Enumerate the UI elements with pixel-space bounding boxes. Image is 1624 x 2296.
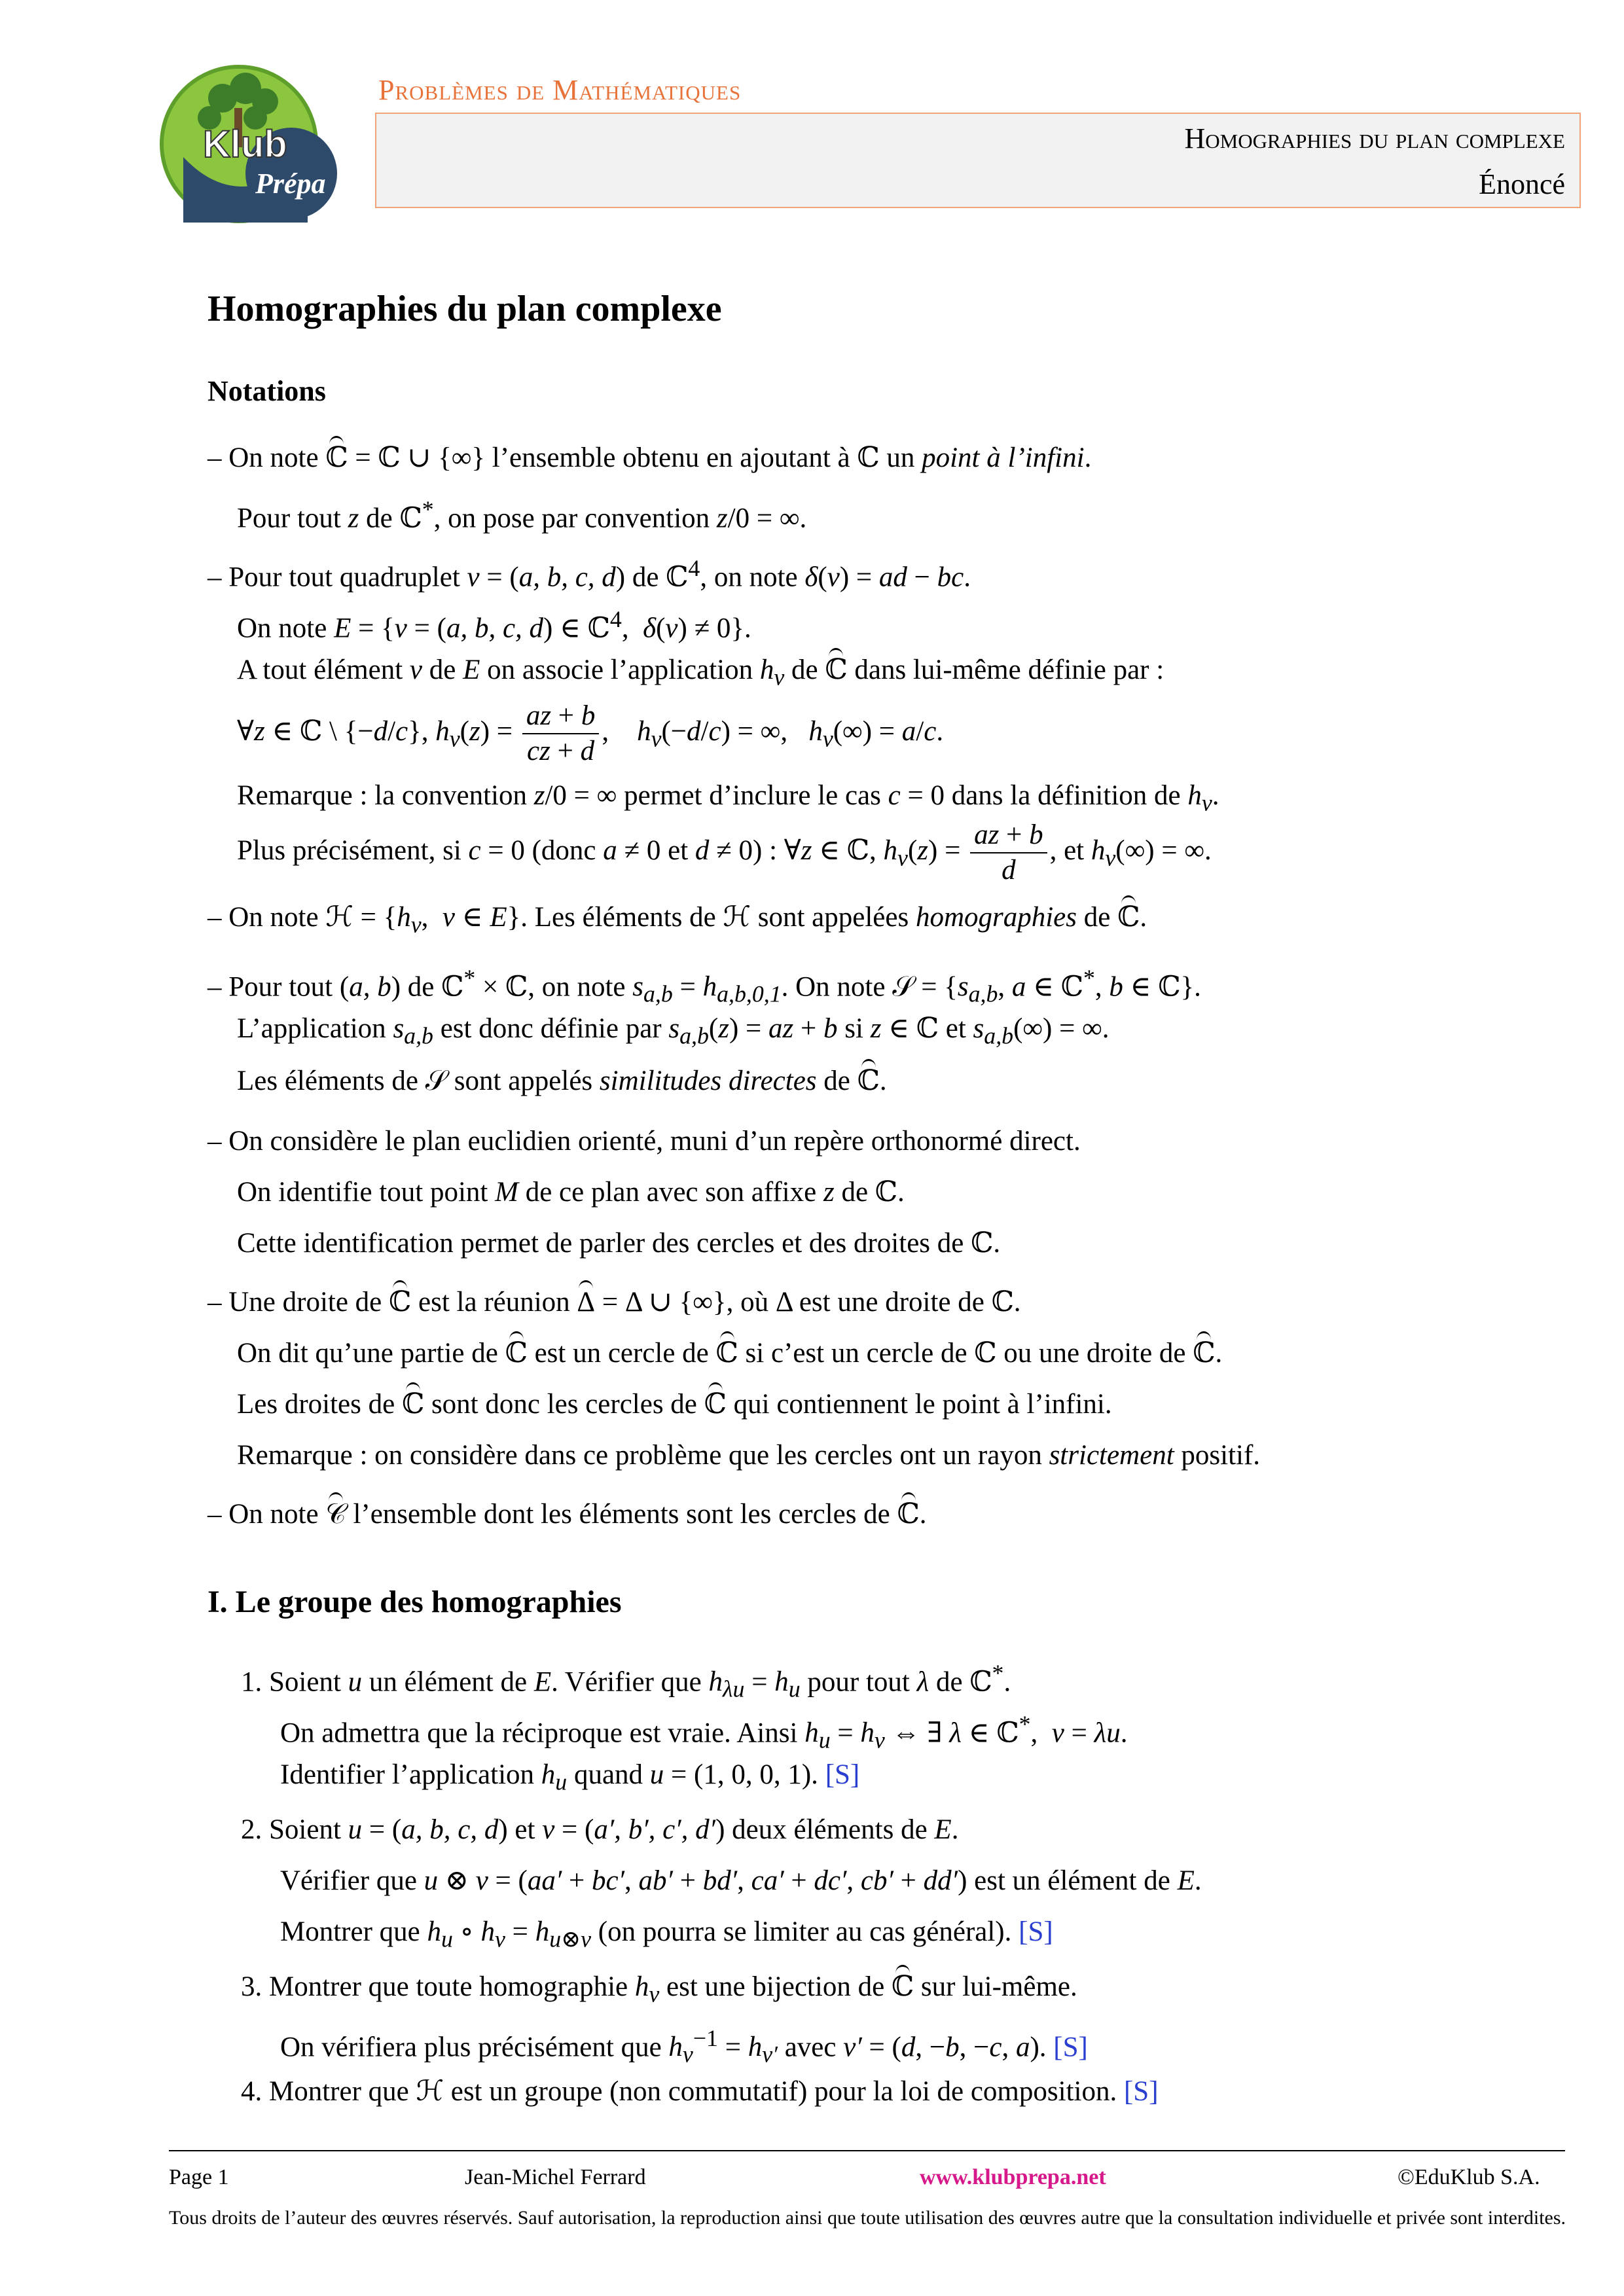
- notation-line: On dit qu’une partie de ℂ est un cercle de ℂ si c’est un cercle de ℂ ou une droite de ℂ.: [237, 1335, 1222, 1372]
- logo-klub: Klub: [203, 123, 287, 166]
- page-title: Homographies du plan complexe: [208, 289, 722, 329]
- footer-url[interactable]: www.klubprepa.net: [920, 2165, 1106, 2189]
- series-title: Problèmes de Mathématiques: [378, 74, 742, 106]
- notation-formula: ∀z ∈ ℂ \ {−d/c}, $h_v(z)$ = $\frac{az + b}{cz + d}$ , $h_v(-d/c)$ = ∞, $h_v(\infty) = a/c$.: [237, 700, 944, 766]
- question-2-line: Montrer que $h_u$ ∘ $h_v = h_{u\otimes v}$ (on pourra se limiter au cas général). [S]: [280, 1916, 1053, 1952]
- question-1: 1. Soient u un élément de E. Vérifier que $h_{\lambda u} = h_u$ pour tout λ de ℂ*.: [241, 1660, 1011, 1702]
- solution-link[interactable]: [S]: [825, 1759, 860, 1790]
- klubprepa-logo: [157, 59, 357, 226]
- notation-line: Les éléments de 𝒮 sont appelés similitudes directes de ℂ.: [237, 1063, 887, 1100]
- notations-heading: Notations: [208, 375, 326, 407]
- notation-line: – Pour tout (a, b) de ℂ* × ℂ, on note $s_{a,b} = h_{a,b,0,1}$. On note 𝒮 = {$s_{a,b}$, a ∈ ℂ*, b ∈ ℂ}.: [208, 965, 1201, 1007]
- notation-line: – On note 𝒞 l’ensemble dont les éléments sont les cercles de ℂ.: [208, 1496, 927, 1533]
- notation-line: – On note ℋ = {$h_v$, v ∈ E}. Les éléments de ℋ sont appelées homographies de ℂ.: [208, 899, 1147, 943]
- notation-line: – On note ℂ = ℂ ∪ {∞} l’ensemble obtenu en ajoutant à ℂ un point à l’infini.: [208, 440, 1091, 476]
- notation-line: Remarque : on considère dans ce problème que les cercles ont un rayon strictement positif.: [237, 1440, 1261, 1471]
- footer-copyright: ©EduKlub S.A.: [1398, 2165, 1540, 2189]
- header-subtitle: Énoncé: [1479, 168, 1565, 200]
- question-4: 4. Montrer que ℋ est un groupe (non commutatif) pour la loi de composition. [S]: [241, 2076, 1159, 2107]
- notation-line: L’application $s_{a,b}$ est donc définie par $s_{a,b}(z)$ = az + b si z ∈ ℂ et $s_{a,b}(\infty)$ = ∞.: [237, 1013, 1110, 1049]
- question-2: 2. Soient u = (a, b, c, d) et v = (a′, b′, c′, d′) deux éléments de E.: [241, 1814, 959, 1845]
- footer-page: Page 1: [169, 2165, 229, 2189]
- logo-prepa: Prépa: [255, 168, 326, 200]
- section1-heading: I. Le groupe des homographies: [208, 1585, 622, 1619]
- footer-notice: Tous droits de l’auteur des œuvres réservés. Sauf autorisation, la reproduction ainsi que toute utilisation des œuvres autre que la consultation individuelle et privée sont interdites.: [169, 2207, 1566, 2229]
- notation-line: A tout élément v de E on associe l’application $h_v$ de ℂ dans lui-même définie par :: [237, 652, 1164, 696]
- question-1-line: Identifier l’application $h_u$ quand u = (1, 0, 0, 1). [S]: [280, 1759, 860, 1795]
- footer-rule: [169, 2150, 1565, 2151]
- notation-line: On note E = {v = (a, b, c, d) ∈ ℂ$^4$, δ(v) ≠ 0}.: [237, 606, 751, 644]
- notation-line: Pour tout z de ℂ*, on pose par convention z/0 = ∞.: [237, 496, 807, 534]
- notation-line: – On considère le plan euclidien orienté, muni d’un repère orthonormé direct.: [208, 1126, 1081, 1157]
- question-3-line: On vérifiera plus précisément que $h_v^{-1} = h_{v'}$ avec v′ = (d, −b, −c, a). [S]: [280, 2025, 1088, 2068]
- header-title: Homographies du plan complexe: [1184, 122, 1565, 154]
- solution-link[interactable]: [S]: [1053, 2032, 1088, 2063]
- question-3: 3. Montrer que toute homographie $h_v$ est une bijection de ℂ sur lui-même.: [241, 1969, 1077, 2013]
- notation-formula: Plus précisément, si c = 0 (donc a ≠ 0 et d ≠ 0) : ∀z ∈ ℂ, $h_v(z)$ = $\frac{az + b}{d}$ , et $h_v(\infty)$ = ∞.: [237, 819, 1212, 886]
- notation-line: – Une droite de ℂ est la réunion Δ = Δ ∪ {∞}, où Δ est une droite de ℂ.: [208, 1284, 1021, 1321]
- notation-line: Les droites de ℂ sont donc les cercles de ℂ qui contiennent le point à l’infini.: [237, 1386, 1112, 1423]
- solution-link[interactable]: [S]: [1123, 2076, 1159, 2107]
- solution-link[interactable]: [S]: [1019, 1916, 1053, 1947]
- header-box: [375, 113, 1581, 208]
- footer-author: Jean-Michel Ferrard: [465, 2165, 646, 2189]
- notation-line: Remarque : la convention z/0 = ∞ permet d’inclure le cas c = 0 dans la définition de $h_v$.: [237, 780, 1219, 816]
- question-1-line: On admettra que la réciproque est vraie. Ainsi $h_u = h_v$ ⇔ ∃ λ ∈ ℂ*, v = λu.: [280, 1711, 1128, 1753]
- notation-line: – Pour tout quadruplet v = (a, b, c, d) de ℂ$^4$, on note δ(v) = ad − bc.: [208, 555, 971, 593]
- question-2-line: Vérifier que u ⊗ v = (aa′ + bc′, ab′ + bd′, ca′ + dc′, cb′ + dd′) est un élément de E.: [280, 1865, 1202, 1896]
- notation-line: On identifie tout point M de ce plan avec son affixe z de ℂ.: [237, 1177, 905, 1208]
- notation-line: Cette identification permet de parler des cercles et des droites de ℂ.: [237, 1228, 1001, 1259]
